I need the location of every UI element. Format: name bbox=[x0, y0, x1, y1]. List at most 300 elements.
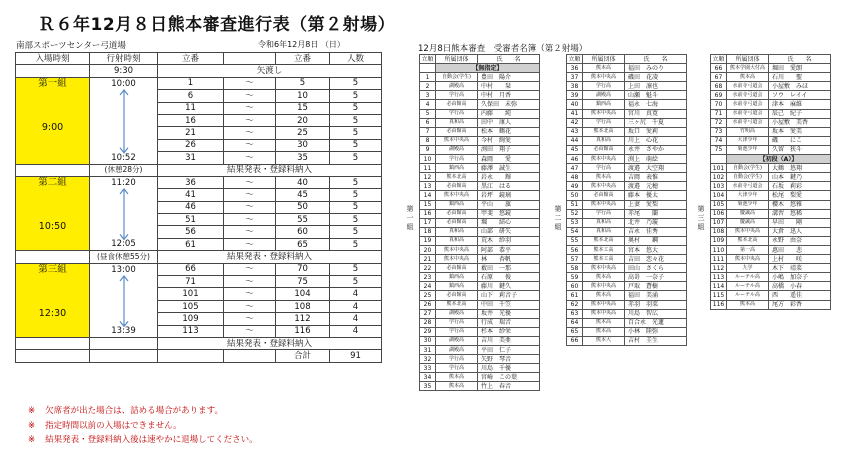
roster-row bbox=[711, 300, 831, 309]
org-name: 必由館高 bbox=[436, 100, 478, 109]
roster-row bbox=[711, 209, 831, 218]
stand-no: 45 bbox=[567, 145, 583, 154]
person-name: 石坂 莉彩 bbox=[769, 182, 831, 191]
stand-no: 102 bbox=[711, 173, 727, 182]
person-name: 磯 にこ bbox=[769, 136, 831, 145]
person-count: 5 bbox=[330, 90, 382, 102]
roster-row bbox=[567, 327, 687, 336]
roster-header-row bbox=[711, 55, 831, 64]
roster-table-3 bbox=[710, 54, 831, 310]
roster-row bbox=[711, 282, 831, 291]
stand-no: 50 bbox=[567, 191, 583, 200]
side-label-group2: 第二組 bbox=[554, 205, 562, 231]
stand-no: 113 bbox=[711, 273, 727, 282]
tilde-separator: ～ bbox=[224, 114, 276, 126]
org-name: 熊本中央高 bbox=[583, 200, 625, 209]
roster-row bbox=[420, 73, 540, 82]
group-entry-time: 10:50 bbox=[38, 220, 67, 232]
org-name: 第一高 bbox=[727, 245, 769, 254]
roster-row bbox=[420, 336, 540, 345]
person-name: ソウ レイイ bbox=[769, 91, 831, 100]
person-name: 吉岡 表惟 bbox=[625, 173, 687, 182]
org-name: ルーテル高 bbox=[727, 291, 769, 300]
org-name: 水前寺弓道会 bbox=[727, 82, 769, 91]
org-name: 熊本高 bbox=[583, 64, 625, 73]
person-name: 森岡 愛 bbox=[478, 155, 540, 164]
stand-no: 66 bbox=[711, 64, 727, 73]
org-name: 大津少年 bbox=[727, 191, 769, 200]
person-name: 福永 七海 bbox=[625, 100, 687, 109]
stand-no: 66 bbox=[567, 336, 583, 345]
stand-no: 29 bbox=[420, 327, 436, 336]
stand-no: 107 bbox=[711, 218, 727, 227]
roster-row bbox=[711, 164, 831, 173]
stand-from: 41 bbox=[158, 189, 224, 201]
person-name: 黒江 はる bbox=[478, 182, 540, 191]
notes bbox=[28, 404, 258, 448]
person-name: 高嵜 一奈子 bbox=[625, 273, 687, 282]
stand-from: 26 bbox=[158, 139, 224, 151]
stand-no: 59 bbox=[567, 273, 583, 282]
stand-no: 31 bbox=[420, 346, 436, 355]
person-count: 5 bbox=[330, 114, 382, 126]
person-name: 奥村 鋼 bbox=[625, 236, 687, 245]
roster-row bbox=[420, 100, 540, 109]
person-name: 小嶋 加奈子 bbox=[769, 273, 831, 282]
col-stand-from: 立番 bbox=[158, 53, 224, 65]
person-name: 吉川 美亜 bbox=[478, 336, 540, 345]
roster-row bbox=[420, 364, 540, 373]
group-cell bbox=[16, 77, 90, 164]
col-entry-time: 入場時刻 bbox=[16, 53, 90, 65]
person-count: 5 bbox=[330, 176, 382, 188]
stand-no: 111 bbox=[711, 255, 727, 264]
org-name: 学行高 bbox=[436, 109, 478, 118]
shoot-time: 10:52 bbox=[90, 152, 158, 164]
group-cell bbox=[16, 263, 90, 337]
org-name: 熊本中央高 bbox=[583, 309, 625, 318]
org-name: 熊本中央高 bbox=[583, 155, 625, 164]
stand-no: 20 bbox=[420, 245, 436, 254]
stand-to: 10 bbox=[276, 90, 330, 102]
col-stand-to: 立番 bbox=[276, 53, 330, 65]
org-name: 必由館高 bbox=[583, 145, 625, 154]
stand-from: 46 bbox=[158, 201, 224, 213]
roster-row bbox=[567, 200, 687, 209]
stand-to: 15 bbox=[276, 102, 330, 114]
roster-row bbox=[420, 318, 540, 327]
person-name: 小林 陸弥 bbox=[625, 327, 687, 336]
org-name: 学行高 bbox=[436, 327, 478, 336]
group-name: 第三組 bbox=[38, 263, 67, 275]
roster-row bbox=[567, 245, 687, 254]
person-count: 5 bbox=[330, 102, 382, 114]
stand-no: 18 bbox=[420, 227, 436, 236]
person-count: 4 bbox=[330, 288, 382, 300]
org-name: ルーテル高 bbox=[727, 273, 769, 282]
roster-row bbox=[711, 291, 831, 300]
stand-no: 72 bbox=[711, 118, 727, 127]
note-item: ※ 欠席者が出た場合は、詰める場合があります。 bbox=[28, 406, 223, 416]
stand-no: 10 bbox=[420, 155, 436, 164]
roster-row bbox=[420, 373, 540, 382]
person-name: 今村 絢愛 bbox=[478, 136, 540, 145]
org-header: 所属団体 bbox=[727, 55, 769, 64]
org-name: 学行高 bbox=[436, 355, 478, 364]
roster-row bbox=[420, 127, 540, 136]
stand-to: 30 bbox=[276, 139, 330, 151]
stand-to: 60 bbox=[276, 226, 330, 238]
stand-to: 104 bbox=[276, 288, 330, 300]
person-name: 杉本 紗栄 bbox=[478, 327, 540, 336]
tilde-separator: ～ bbox=[224, 152, 276, 164]
org-name: 学行高 bbox=[436, 155, 478, 164]
person-name: 石原 俊 bbox=[478, 273, 540, 282]
stand-no: 35 bbox=[420, 382, 436, 391]
org-name: 熊本高 bbox=[727, 300, 769, 309]
person-name: 戸取 蒼樹 bbox=[625, 282, 687, 291]
stand-to: 55 bbox=[276, 214, 330, 226]
stand-from: 61 bbox=[158, 238, 224, 250]
group-name: 第一組 bbox=[38, 77, 67, 89]
org-name: 真和高 bbox=[436, 227, 478, 236]
entry-cell bbox=[16, 337, 90, 349]
person-name: 宮川 真寛 bbox=[625, 109, 687, 118]
roster-row bbox=[711, 227, 831, 236]
org-name: 鎮西高 bbox=[583, 100, 625, 109]
result-label: 結果発表・登録料納入 bbox=[158, 337, 382, 349]
stand-to: 116 bbox=[276, 325, 330, 337]
person-count: 5 bbox=[330, 139, 382, 151]
roster-row bbox=[420, 109, 540, 118]
stand-to: 108 bbox=[276, 300, 330, 312]
tilde-separator: ～ bbox=[224, 90, 276, 102]
roster-row bbox=[567, 64, 687, 73]
roster-row bbox=[567, 291, 687, 300]
stand-no: 21 bbox=[420, 255, 436, 264]
person-name: 岩永 輝 bbox=[478, 173, 540, 182]
stand-from: 6 bbox=[158, 90, 224, 102]
org-name: 竹明高 bbox=[727, 127, 769, 136]
org-name: 熊本北高 bbox=[436, 173, 478, 182]
roster-row bbox=[711, 264, 831, 273]
roster-row bbox=[567, 136, 687, 145]
person-count: 5 bbox=[330, 77, 382, 89]
person-name: 渕田 翔子 bbox=[478, 145, 540, 154]
shoot-time: 13:39 bbox=[90, 325, 158, 337]
person-name: 田中 康人 bbox=[478, 118, 540, 127]
result-label: 結果発表・登録料納入 bbox=[158, 251, 382, 263]
roster-row bbox=[420, 191, 540, 200]
roster-row bbox=[420, 136, 540, 145]
group-name: 第二組 bbox=[38, 176, 67, 188]
stand-no: 109 bbox=[711, 236, 727, 245]
org-name: 大津少年 bbox=[727, 136, 769, 145]
stand-no: 110 bbox=[711, 245, 727, 254]
stand-no: 70 bbox=[711, 100, 727, 109]
stand-no: 64 bbox=[567, 318, 583, 327]
org-name: 鎮西高 bbox=[436, 200, 478, 209]
person-name: 赤尾 蘭 bbox=[625, 209, 687, 218]
person-name: 中村 月香 bbox=[478, 91, 540, 100]
roster-row bbox=[567, 109, 687, 118]
org-name: 鎮西高 bbox=[436, 273, 478, 282]
note-item: ※ 結果発表・登録料納入後は速やかに退場してください。 bbox=[28, 435, 258, 445]
org-name: 学行高 bbox=[583, 82, 625, 91]
org-name: 熊本大 bbox=[583, 336, 625, 345]
time-span-arrow-icon bbox=[116, 89, 132, 154]
person-name: 惠田 悲 bbox=[769, 245, 831, 254]
org-name: 熊本高 bbox=[583, 273, 625, 282]
roster-row bbox=[711, 182, 831, 191]
break-label: (休憩28分) bbox=[90, 164, 158, 176]
person-name: 松尾 梨愛 bbox=[769, 191, 831, 200]
person-name: 豊田 陽介 bbox=[478, 73, 540, 82]
tilde-separator: ～ bbox=[224, 238, 276, 250]
person-name: 櫻木 悠雅 bbox=[769, 200, 831, 209]
tilde-separator: ～ bbox=[224, 139, 276, 151]
org-name: 熊本高 bbox=[583, 318, 625, 327]
tilde-separator: ～ bbox=[224, 263, 276, 275]
col-count: 人数 bbox=[330, 53, 382, 65]
stand-no: 101 bbox=[711, 164, 727, 173]
total-value: 91 bbox=[330, 350, 382, 362]
person-name: 川島 智広 bbox=[625, 309, 687, 318]
entry-cell bbox=[16, 350, 90, 362]
stand-from: 21 bbox=[158, 127, 224, 139]
person-name: 薮田 一那 bbox=[478, 264, 540, 273]
roster-row bbox=[567, 118, 687, 127]
org-name: 水前寺弓道会 bbox=[727, 118, 769, 127]
stand-no: 12 bbox=[420, 173, 436, 182]
roster-table-2 bbox=[566, 54, 687, 346]
stand-no: 15 bbox=[420, 200, 436, 209]
org-name: 慶誠高 bbox=[727, 218, 769, 227]
section-empty bbox=[711, 155, 727, 164]
stand-no: 3 bbox=[420, 91, 436, 100]
tilde-separator: ～ bbox=[224, 201, 276, 213]
stand-no: 103 bbox=[711, 182, 727, 191]
org-name: 必由館高 bbox=[436, 218, 478, 227]
stand-no: 51 bbox=[567, 200, 583, 209]
person-count: 5 bbox=[330, 276, 382, 288]
roster-row bbox=[711, 91, 831, 100]
stand-no: 104 bbox=[711, 191, 727, 200]
org-name: 鎮西高 bbox=[436, 164, 478, 173]
stand-from: 16 bbox=[158, 114, 224, 126]
person-name: 藤澤 誠生 bbox=[478, 164, 540, 173]
org-name: 自動会(学生) bbox=[727, 173, 769, 182]
person-count: 5 bbox=[330, 201, 382, 213]
person-count: 5 bbox=[330, 263, 382, 275]
stand-no: 9 bbox=[420, 145, 436, 154]
org-name: 真和高 bbox=[436, 236, 478, 245]
tilde-separator: ～ bbox=[224, 214, 276, 226]
org-name: 鎮西高 bbox=[436, 282, 478, 291]
person-name: 高橋 小春 bbox=[769, 282, 831, 291]
org-name: 熊本中央高 bbox=[583, 182, 625, 191]
stand-no: 75 bbox=[711, 145, 727, 154]
tilde-separator: ～ bbox=[224, 276, 276, 288]
break-label bbox=[90, 337, 158, 349]
stand-no: 32 bbox=[420, 355, 436, 364]
person-name: 甲斐 悠鏡 bbox=[478, 209, 540, 218]
roster-row bbox=[420, 255, 540, 264]
side-label-group1: 第一組 bbox=[406, 205, 414, 231]
org-name: 慶誠高 bbox=[727, 209, 769, 218]
stand-no: 48 bbox=[567, 173, 583, 182]
roster-row bbox=[567, 155, 687, 164]
tilde-separator: ～ bbox=[224, 313, 276, 325]
org-name: 必由館高 bbox=[436, 209, 478, 218]
org-name: 湖殿高 bbox=[436, 82, 478, 91]
org-name: 自動会(学生) bbox=[727, 164, 769, 173]
org-name: 湖殿高 bbox=[436, 309, 478, 318]
stand-from: 36 bbox=[158, 176, 224, 188]
roster-row bbox=[711, 64, 831, 73]
org-name: 真和高 bbox=[583, 218, 625, 227]
break-label: (昼食休憩55分) bbox=[90, 251, 158, 263]
person-name: 赤羽 羽菜 bbox=[625, 300, 687, 309]
stand-to: 112 bbox=[276, 313, 330, 325]
roster-row bbox=[420, 209, 540, 218]
roster-row bbox=[567, 264, 687, 273]
org-name: 学行高 bbox=[436, 91, 478, 100]
org-name: 熊本高 bbox=[727, 73, 769, 82]
entry-cell bbox=[16, 251, 90, 263]
roster-row bbox=[711, 82, 831, 91]
group-entry-time: 12:30 bbox=[38, 307, 67, 319]
roster-row bbox=[567, 100, 687, 109]
stand-no: 22 bbox=[420, 264, 436, 273]
org-name: 湖殿高 bbox=[436, 346, 478, 355]
stand-no: 39 bbox=[567, 91, 583, 100]
handover-row bbox=[16, 65, 382, 77]
roster-row bbox=[711, 118, 831, 127]
person-name: 永井 さやか bbox=[625, 145, 687, 154]
stand-no-header: 立順 bbox=[421, 55, 434, 63]
person-name: 中田 千笠 bbox=[478, 300, 540, 309]
person-count: 4 bbox=[330, 300, 382, 312]
person-name: 矢野 琴音 bbox=[478, 355, 540, 364]
person-name: 福田 美涌 bbox=[625, 291, 687, 300]
roster-row bbox=[420, 291, 540, 300]
roster-row bbox=[420, 273, 540, 282]
stand-no: 37 bbox=[567, 73, 583, 82]
person-name: 小屋敷 美香 bbox=[769, 118, 831, 127]
org-name: 学行高 bbox=[583, 209, 625, 218]
name-header: 氏 名 bbox=[478, 55, 540, 64]
person-name: 早田 剛 bbox=[769, 218, 831, 227]
roster-row bbox=[567, 82, 687, 91]
result-row bbox=[16, 251, 382, 263]
entry-cell bbox=[16, 65, 90, 77]
org-name: ルーテル高 bbox=[727, 282, 769, 291]
person-count: 5 bbox=[330, 127, 382, 139]
person-name: 藤川 鍵久 bbox=[478, 282, 540, 291]
stand-from: 113 bbox=[158, 325, 224, 337]
org-name: 湖殿高 bbox=[583, 91, 625, 100]
roster-row bbox=[567, 127, 687, 136]
name-header: 氏 名 bbox=[769, 55, 831, 64]
stand-no: 55 bbox=[567, 236, 583, 245]
roster-row bbox=[711, 218, 831, 227]
org-name: 水前寺弓道会 bbox=[727, 100, 769, 109]
person-name: 上村 咲 bbox=[769, 255, 831, 264]
roster-row bbox=[420, 164, 540, 173]
schedule-table bbox=[15, 52, 382, 363]
org-name: 必由館高 bbox=[436, 291, 478, 300]
schedule-header-row bbox=[16, 53, 382, 65]
roster-row bbox=[567, 164, 687, 173]
person-name: 大鶴 悠翔 bbox=[769, 164, 831, 173]
person-name: 山下 莉音子 bbox=[478, 291, 540, 300]
stand-no: 69 bbox=[711, 91, 727, 100]
person-name: 坂口 愛莉 bbox=[625, 127, 687, 136]
stand-no: 53 bbox=[567, 218, 583, 227]
person-name: 坂井 光優 bbox=[478, 309, 540, 318]
empty-cell bbox=[158, 350, 224, 362]
stand-to: 25 bbox=[276, 127, 330, 139]
person-name: 渡邉 大空翔 bbox=[625, 164, 687, 173]
person-name: 辰己 紀子 bbox=[769, 109, 831, 118]
section-label: 【初段（A）】 bbox=[727, 155, 831, 164]
org-name: 熊本中央高 bbox=[436, 191, 478, 200]
stand-no: 73 bbox=[711, 127, 727, 136]
person-name: 山部 研矢 bbox=[478, 227, 540, 236]
roster-row bbox=[711, 145, 831, 154]
org-name: 学行高 bbox=[583, 118, 625, 127]
roster-row bbox=[420, 309, 540, 318]
roster-row bbox=[567, 318, 687, 327]
stand-no: 34 bbox=[420, 373, 436, 382]
stand-to: 20 bbox=[276, 114, 330, 126]
stand-to: 75 bbox=[276, 276, 330, 288]
time-span-arrow-icon bbox=[116, 275, 132, 327]
roster-row bbox=[420, 300, 540, 309]
org-name: 九学 bbox=[727, 264, 769, 273]
org-name: 熊本工高 bbox=[583, 245, 625, 254]
org-name: 自動会(学生) bbox=[436, 73, 478, 82]
roster-row bbox=[567, 218, 687, 227]
org-name: 熊本高 bbox=[583, 291, 625, 300]
stand-no: 58 bbox=[567, 264, 583, 273]
person-count: 5 bbox=[330, 189, 382, 201]
org-name: 熊本高 bbox=[583, 327, 625, 336]
stand-no: 36 bbox=[567, 64, 583, 73]
org-name: 熊本高 bbox=[583, 173, 625, 182]
roster-row bbox=[711, 73, 831, 82]
roster-table-1 bbox=[419, 54, 540, 391]
stand-no: 25 bbox=[420, 291, 436, 300]
org-name: 学行高 bbox=[436, 364, 478, 373]
person-count: 5 bbox=[330, 238, 382, 250]
roster-row bbox=[567, 300, 687, 309]
stand-no: 71 bbox=[711, 109, 727, 118]
stand-no: 61 bbox=[567, 291, 583, 300]
roster-row bbox=[420, 173, 540, 182]
org-name: 必由館高 bbox=[436, 127, 478, 136]
event-date: 令和6年12月8日 （日） bbox=[258, 40, 345, 49]
person-name: 百合永 光蓮 bbox=[625, 318, 687, 327]
person-name: 荒木 紗羽 bbox=[478, 236, 540, 245]
side-label-group3: 第三組 bbox=[697, 205, 705, 231]
person-name: 宮本 悠大 bbox=[625, 245, 687, 254]
result-row bbox=[16, 164, 382, 176]
roster-row bbox=[567, 73, 687, 82]
person-count: 5 bbox=[330, 214, 382, 226]
person-name: 中村 栞 bbox=[478, 82, 540, 91]
